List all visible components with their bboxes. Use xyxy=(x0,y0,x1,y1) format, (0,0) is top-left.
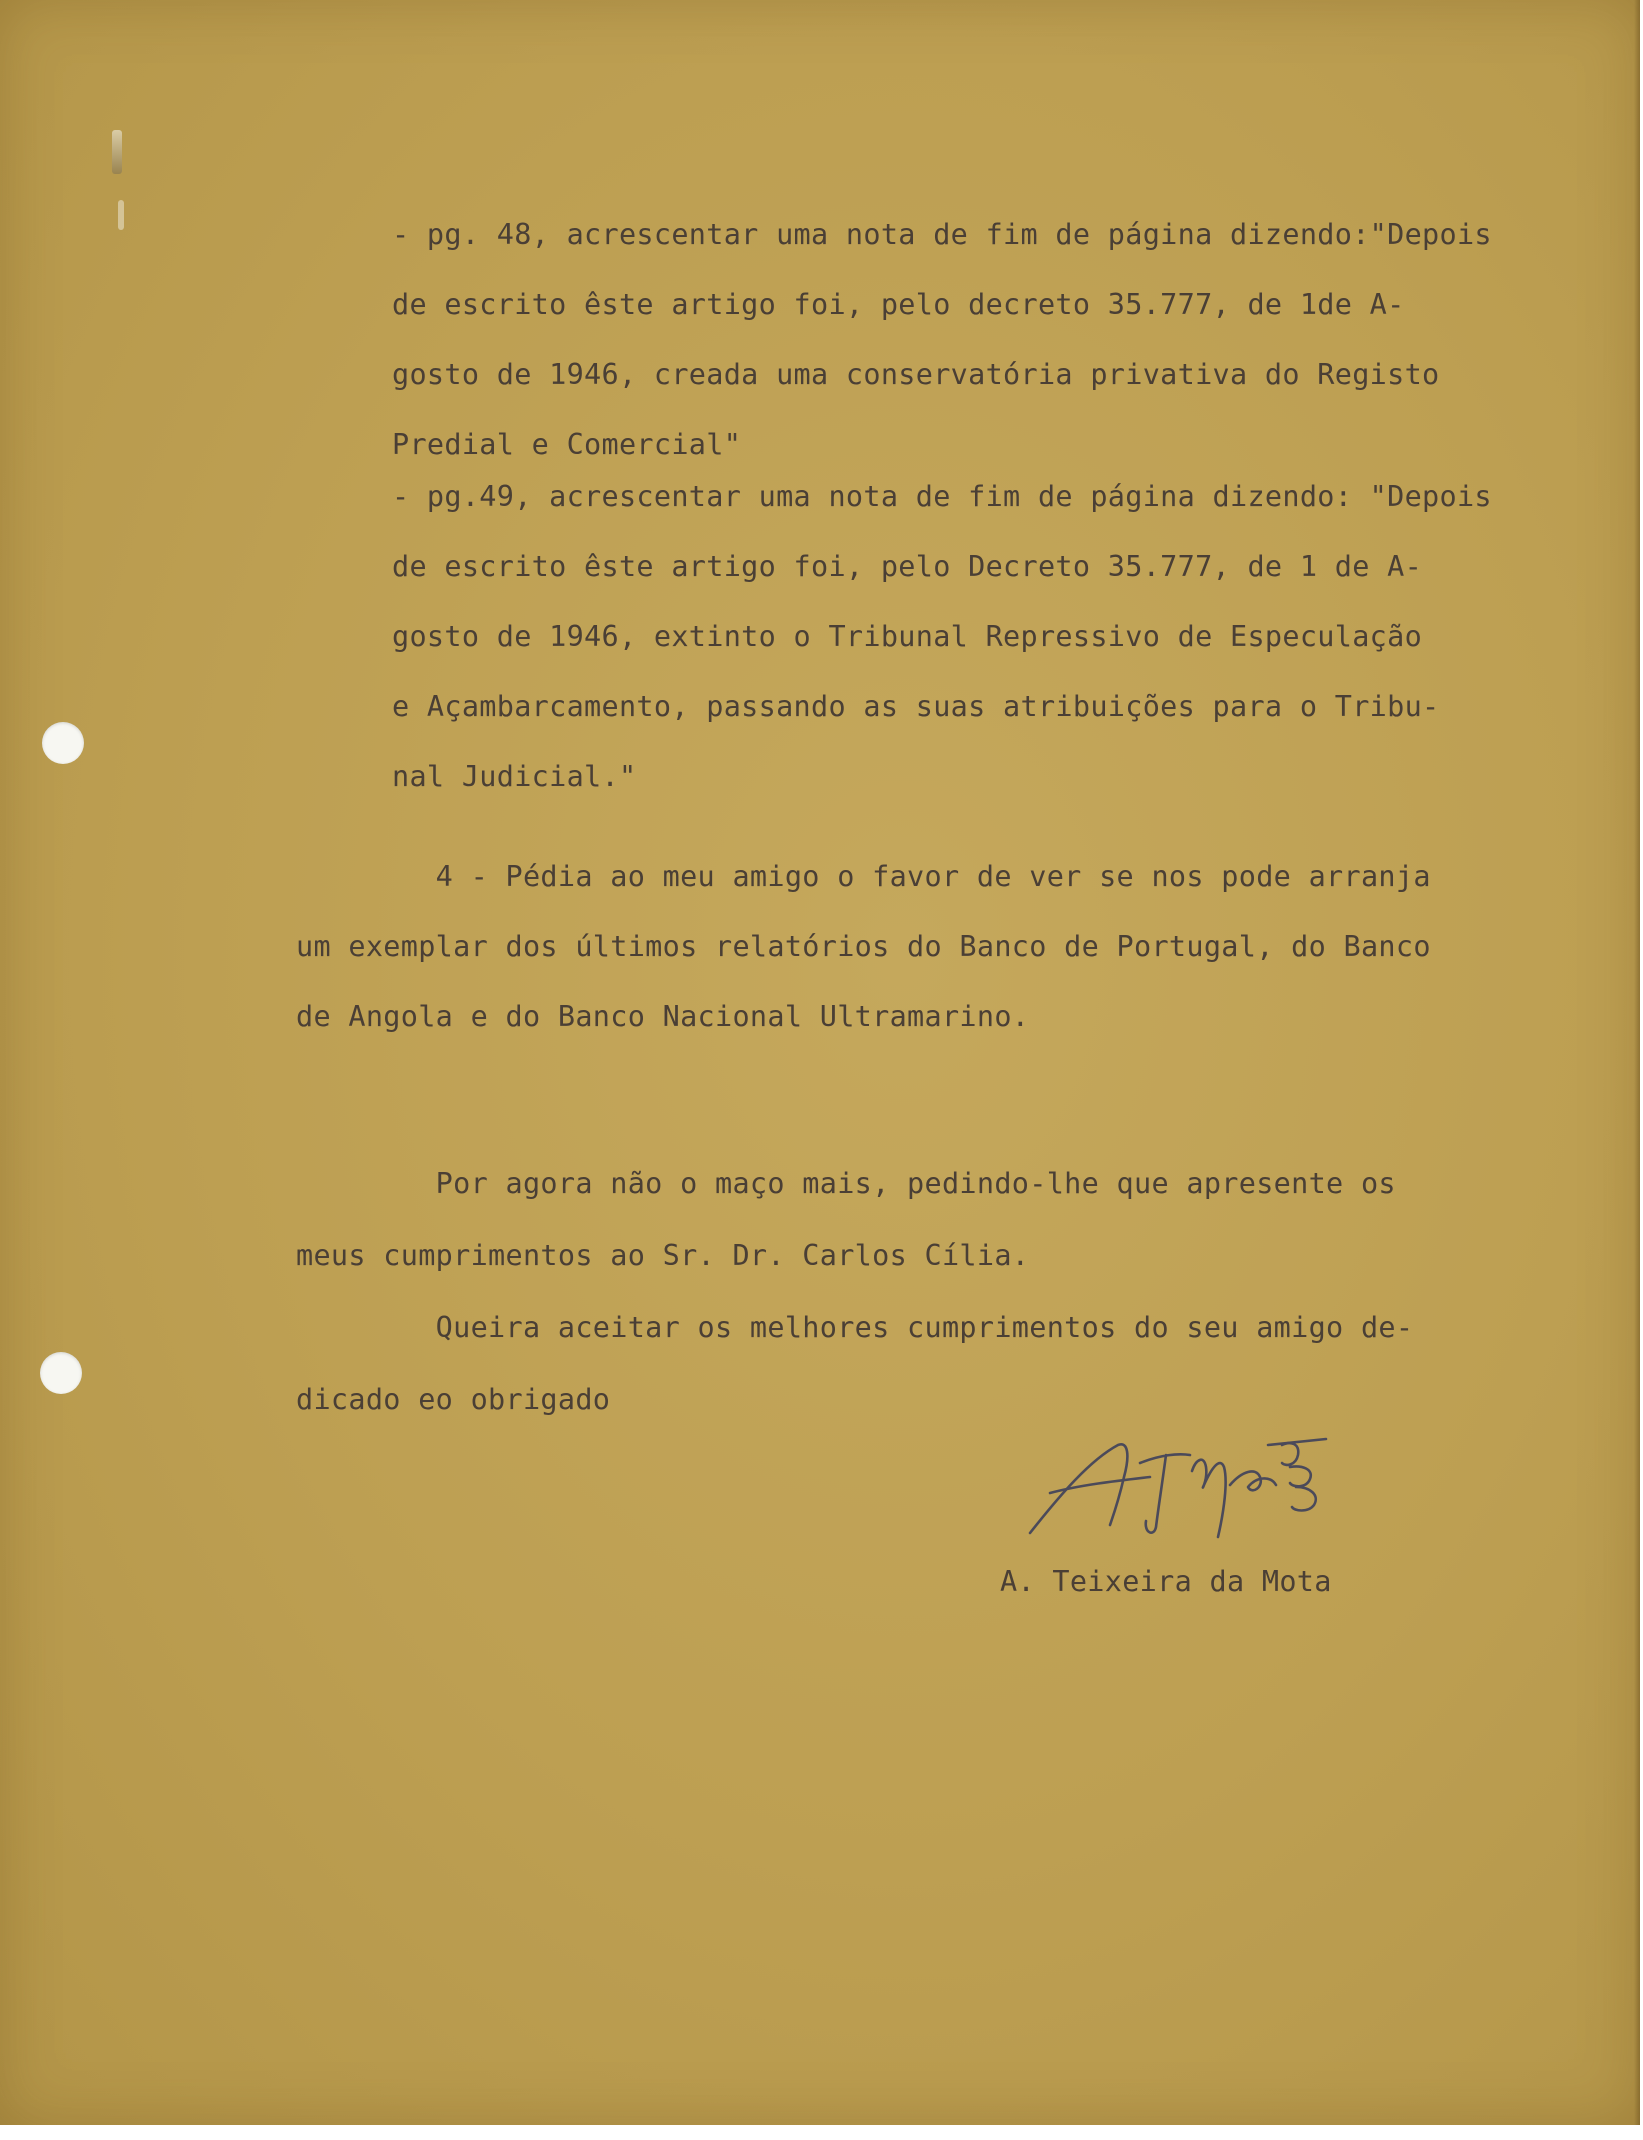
handwritten-signature xyxy=(1020,1415,1400,1545)
paragraph-4: 4 - Pédia ao meu amigo o favor de ver se nos pode arranja um exemplar dos últimos relatórios do Banco de Portugal, do Banco de Angola e do Banco Nacional Ultramarino. xyxy=(296,860,1431,1033)
note-item-pg48: - pg. 48, acrescentar uma nota de fim de página dizendo:"Depois de escrito êste artigo foi, pelo decreto 35.777, de 1de A- gosto de 1946, creada uma conservatória privativa do Registo Predial e Comercial" xyxy=(392,218,1492,461)
punch-hole xyxy=(40,1352,82,1394)
staple-mark xyxy=(118,200,124,230)
note-item-pg49: - pg.49, acrescentar uma nota de fim de página dizendo: "Depois de escrito êste artigo foi, pelo Decreto 35.777, de 1 de A- gosto de 1946, extinto o Tribunal Repressivo de Especulação e Açambarcamento, passando as suas atribuições para o Tribu- nal Judicial." xyxy=(392,480,1492,793)
staple-mark xyxy=(112,130,122,174)
punch-hole xyxy=(42,722,84,764)
closing-paragraph: Por agora não o maço mais, pedindo-lhe que apresente os meus cumprimentos ao Sr. Dr. Carlos Cília. Queira aceitar os melhores cumprimentos do seu amigo de- dicado eo obrigado xyxy=(296,1167,1414,1416)
signature-name: A. Teixeira da Mota xyxy=(1000,1565,1332,1598)
